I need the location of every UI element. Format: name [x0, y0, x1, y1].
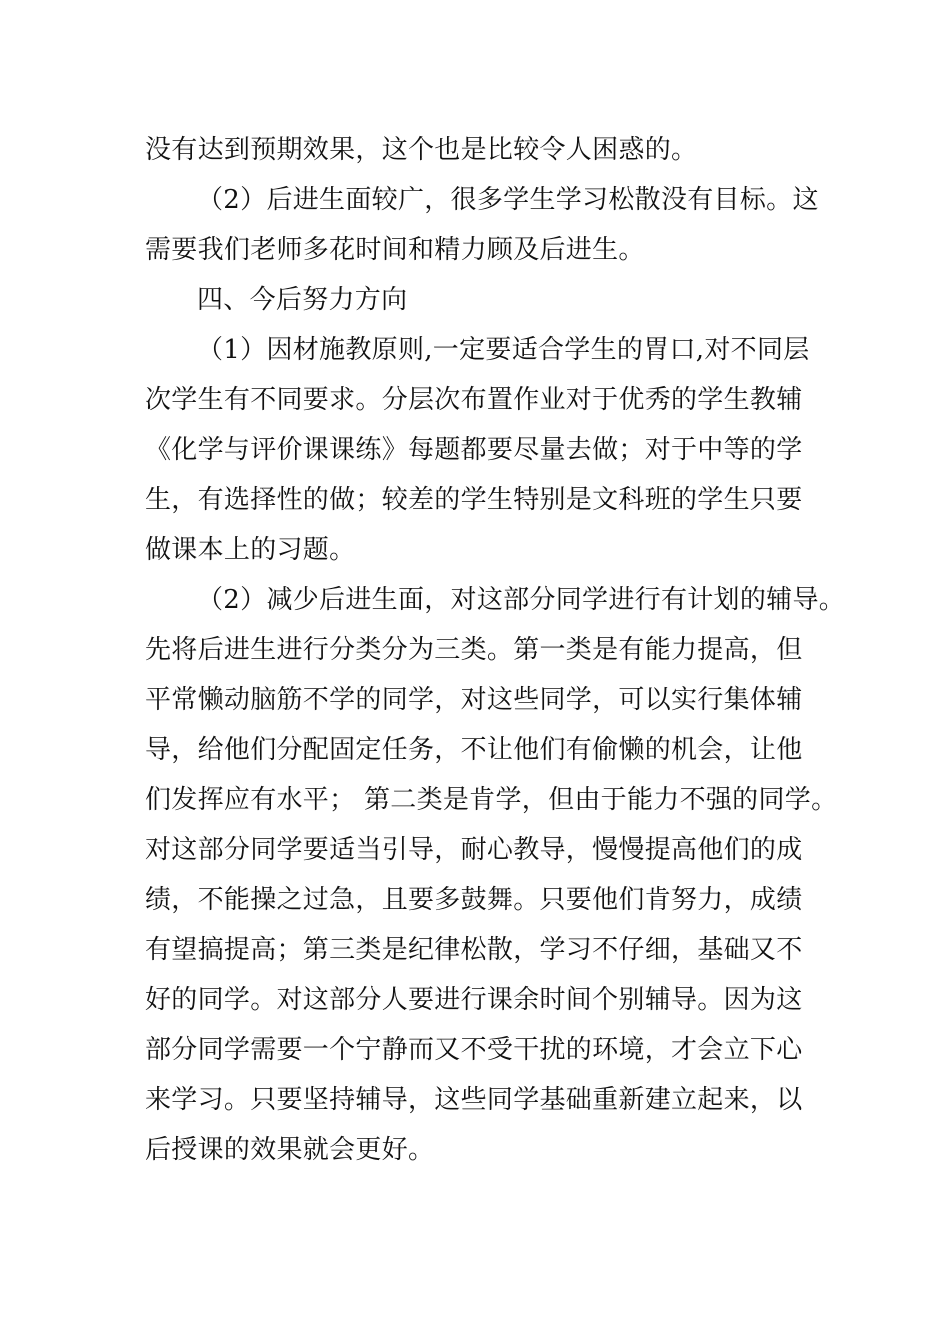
paragraph-2-line: （2）减少后进生面，对这部分同学进行有计划的辅导。 — [197, 585, 846, 615]
text-line: 好的同学。对这部分人要进行课余时间个别辅导。因为这 — [145, 985, 803, 1015]
text-line: 生，有选择性的做；较差的学生特别是文科班的学生只要 — [145, 485, 803, 515]
text-line: 需要我们老师多花时间和精力顾及后进生。 — [145, 235, 645, 265]
paragraph-2-line: （2）后进生面较广，很多学生学习松散没有目标。这 — [197, 185, 819, 215]
text-line: 对这部分同学要适当引导，耐心教导，慢慢提高他们的成 — [145, 835, 803, 865]
text-line: 绩，不能操之过急，且要多鼓舞。只要他们肯努力，成绩 — [145, 885, 803, 915]
text-line: 们发挥应有水平； 第二类是肯学，但由于能力不强的同学。 — [145, 785, 838, 815]
text-line: 没有达到预期效果，这个也是比较令人困惑的。 — [145, 135, 698, 165]
text-line: 后授课的效果就会更好。 — [145, 1135, 435, 1165]
text-line: 《化学与评价课课练》每题都要尽量去做；对于中等的学 — [145, 435, 803, 465]
text-line: 平常懒动脑筋不学的同学，对这些同学，可以实行集体辅 — [145, 685, 803, 715]
text-line: 有望搞提高；第三类是纪律松散，学习不仔细，基础又不 — [145, 935, 803, 965]
text-line: 导，给他们分配固定任务，不让他们有偷懒的机会，让他 — [145, 735, 803, 765]
section-heading: 四、今后努力方向 — [197, 285, 408, 315]
text-line: 来学习。只要坚持辅导，这些同学基础重新建立起来，以 — [145, 1085, 803, 1115]
text-line: 做课本上的习题。 — [145, 535, 356, 565]
text-line: 次学生有不同要求。分层次布置作业对于优秀的学生教辅 — [145, 385, 803, 415]
text-line: 先将后进生进行分类分为三类。第一类是有能力提高，但 — [145, 635, 803, 665]
paragraph-1-line: （1）因材施教原则,一定要适合学生的胃口,对不同层 — [197, 335, 810, 365]
text-line: 部分同学需要一个宁静而又不受干扰的环境，才会立下心 — [145, 1035, 803, 1065]
